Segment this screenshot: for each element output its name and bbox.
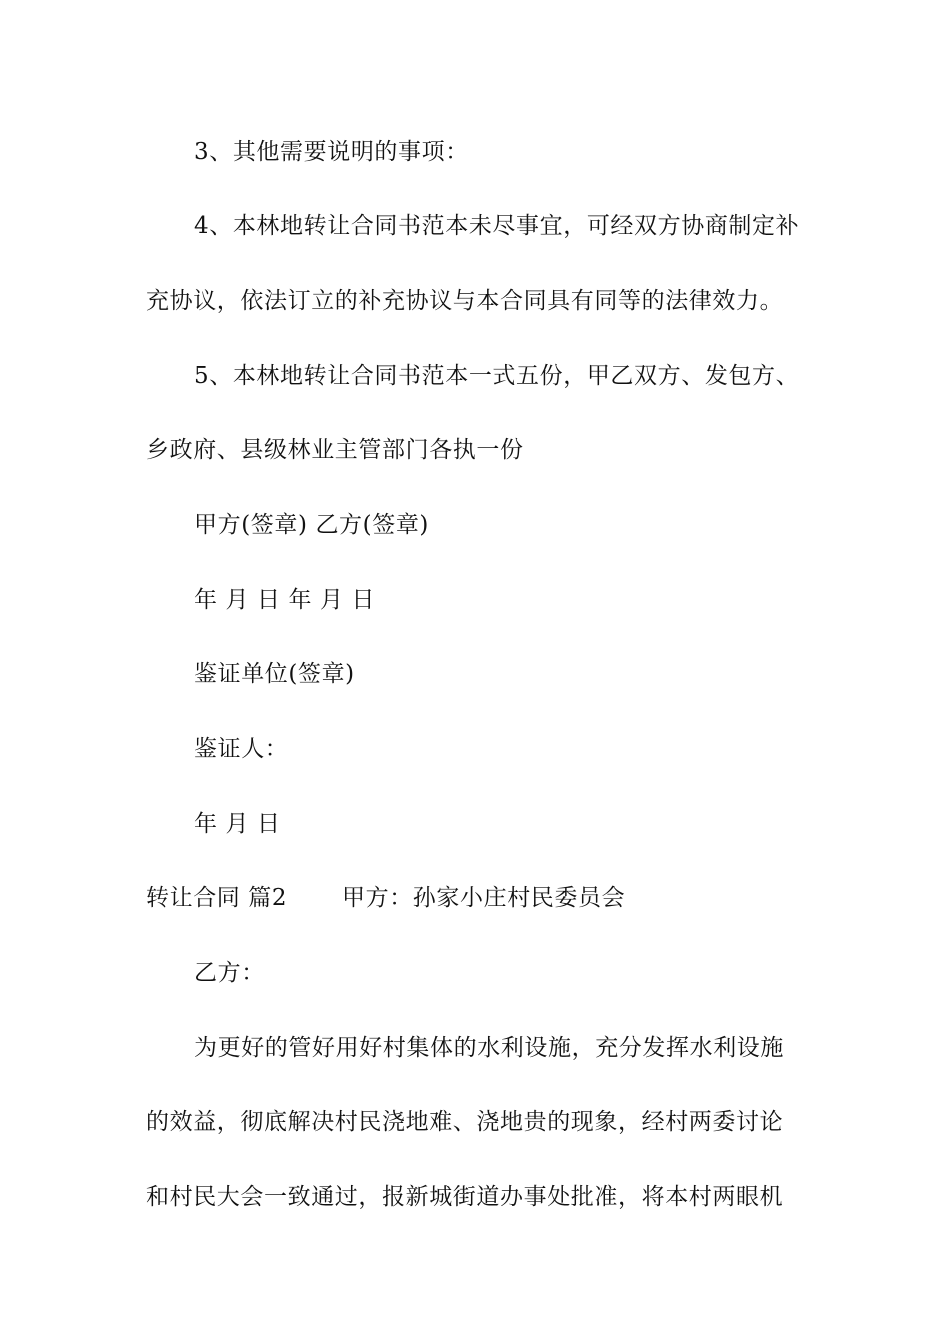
attestation-person: 鉴证人： xyxy=(194,736,289,762)
section-2-body-line-2: 的效益，彻底解决村民浇地难、浇地贵的现象，经村两委讨论 xyxy=(146,1109,784,1135)
section-2-title: 转让合同 篇2 xyxy=(146,885,288,911)
section-2-party-b: 乙方： xyxy=(194,960,265,986)
section-2-body-line-3: 和村民大会一致通过，报新城街道办事处批准，将本村两眼机 xyxy=(146,1184,784,1210)
attestation-unit: 鉴证单位(签章) xyxy=(194,661,355,687)
attestation-date: 年 月 日 xyxy=(194,811,281,837)
section-2-body-line-1: 为更好的管好用好村集体的水利设施，充分发挥水利设施 xyxy=(194,1035,784,1061)
clause-5-line-2: 乡政府、县级林业主管部门各执一份 xyxy=(146,437,524,463)
section-2-party-a: 甲方：孙家小庄村民委员会 xyxy=(342,885,626,911)
clause-3: 3、其他需要说明的事项： xyxy=(194,139,469,165)
clause-4-line-1: 4、本林地转让合同书范本未尽事宜，可经双方协商制定补 xyxy=(194,213,800,239)
clause-5-line-1: 5、本林地转让合同书范本一式五份，甲乙双方、发包方、 xyxy=(194,363,800,389)
signature-dates: 年 月 日 年 月 日 xyxy=(194,587,376,613)
clause-4-line-2: 充协议，依法订立的补充协议与本合同具有同等的法律效力。 xyxy=(146,288,784,314)
signature-parties: 甲方(签章) 乙方(签章) xyxy=(194,512,430,538)
